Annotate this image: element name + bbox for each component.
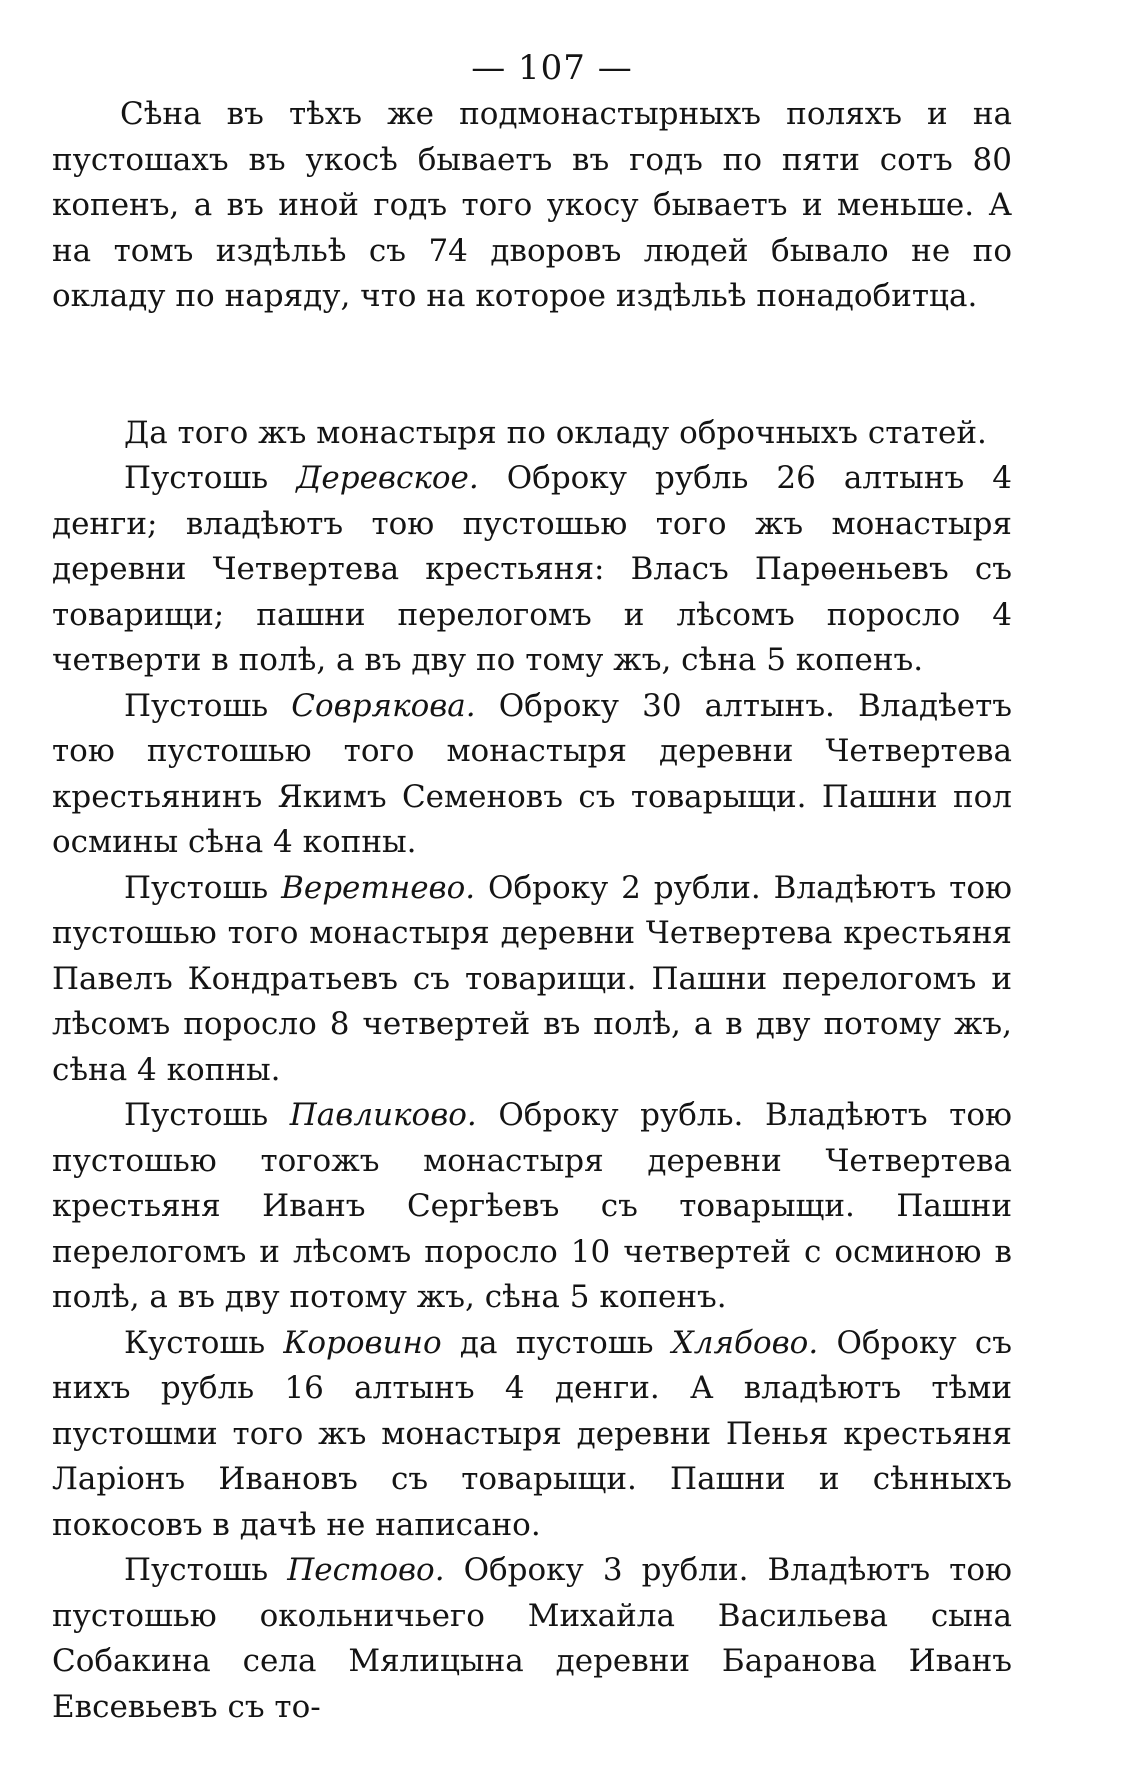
paragraph-text: Да того жъ монастыря по окладу оброчныхъ статей. (124, 414, 987, 451)
place-name-khlyabovo: Хлябово. (671, 1324, 819, 1361)
place-name-pavlikovo: Павликово. (289, 1097, 477, 1133)
paragraph-text: Оброку рубль. Владѣютъ тою пустошью тогожъ монастыря деревни Четвертева крестьяня Иванъ Сергѣевъ съ товарыщи. Пашни перелогомъ и лѣсомъ поросло 10 четвертей с осминою в полѣ, а въ дву потому жъ, сѣна 5 копенъ. (52, 1097, 1012, 1315)
paragraph-pavlikovo (52, 1093, 1012, 1321)
paragraph-text: Оброку съ нихъ рубль 16 алтынъ 4 денги. А владѣютъ тѣми пустошми того жъ монастыря деревни Пенья крестьяня Ларіонъ Ивановъ съ товарыщи. Пашни и сѣнныхъ покосовъ в дачѣ не написано. (52, 1324, 1012, 1543)
paragraph-korovino (52, 1321, 1012, 1549)
paragraph-pestovo (52, 1548, 1012, 1730)
page-number: — 107 — (471, 48, 633, 88)
paragraph-text: Оброку 3 рубли. Владѣютъ тою пустошью окольничьего Михайла Васильева сына Собакина села Мялицына деревни Баранова Иванъ Евсевьевъ съ то- (52, 1552, 1012, 1725)
place-name-derevskoe: Деревское. (296, 460, 479, 496)
paragraph-sovryakova (52, 684, 1012, 866)
page-body (52, 92, 1012, 1730)
paragraph-text: Пустошь (124, 687, 292, 724)
paragraph-text: Пустошь (124, 1552, 288, 1588)
paragraph-text: Сѣна въ тѣхъ же подмонастырныхъ поляхъ и на пустошахъ въ укосѣ бываетъ въ годъ по пяти сотъ 80 копенъ, а въ иной годъ того укосу бываетъ и меньше. А на томъ издѣльѣ съ 74 дворовъ людей бывало не по окладу по наряду, что на которое издѣльѣ понадобитца. (52, 96, 1012, 314)
paragraph-veretnevo (52, 866, 1012, 1094)
paragraph-text: Пустошь (124, 1097, 290, 1133)
paragraph-section-heading (52, 411, 1012, 457)
blank-gap (52, 320, 1012, 411)
place-name-sovryakova: Соврякова. (291, 687, 476, 724)
paragraph-text: Пустошь (124, 460, 297, 496)
paragraph-hay-yield (52, 92, 1012, 320)
place-name-korovino: Коровино (283, 1324, 442, 1361)
paragraph-text: Оброку рубль 26 алтынъ 4 денги; владѣютъ тою пустошью того жъ монастыря деревни Четвертева крестьяня: Власъ Парѳеньевъ съ товарищи; пашни перелогомъ и лѣсомъ поросло 4 четверти в полѣ, а въ дву по тому жъ, сѣна 5 копенъ. (52, 460, 1012, 678)
paragraph-text: Кустошь (124, 1324, 284, 1361)
place-name-veretnevo: Веретнево. (281, 869, 476, 906)
paragraph-text: Оброку 2 рубли. Владѣютъ тою пустошью того монастыря деревни Четвертева крестьяня Павелъ Кондратьевъ съ товарищи. Пашни перелогомъ и лѣсомъ поросло 8 четвертей въ полѣ, а в дву потому жъ, сѣна 4 копны. (52, 869, 1012, 1088)
paragraph-text: Пустошь (124, 869, 282, 906)
paragraph-derevskoe (52, 456, 1012, 684)
place-name-pestovo: Пестово. (287, 1552, 445, 1588)
paragraph-text: да пустошь (441, 1324, 672, 1361)
paragraph-text: Оброку 30 алтынъ. Владѣетъ тою пустошью того монастыря деревни Четвертева крестьянинъ Якимъ Семеновъ съ товарыщи. Пашни пол осмины сѣна 4 копны. (52, 687, 1012, 860)
